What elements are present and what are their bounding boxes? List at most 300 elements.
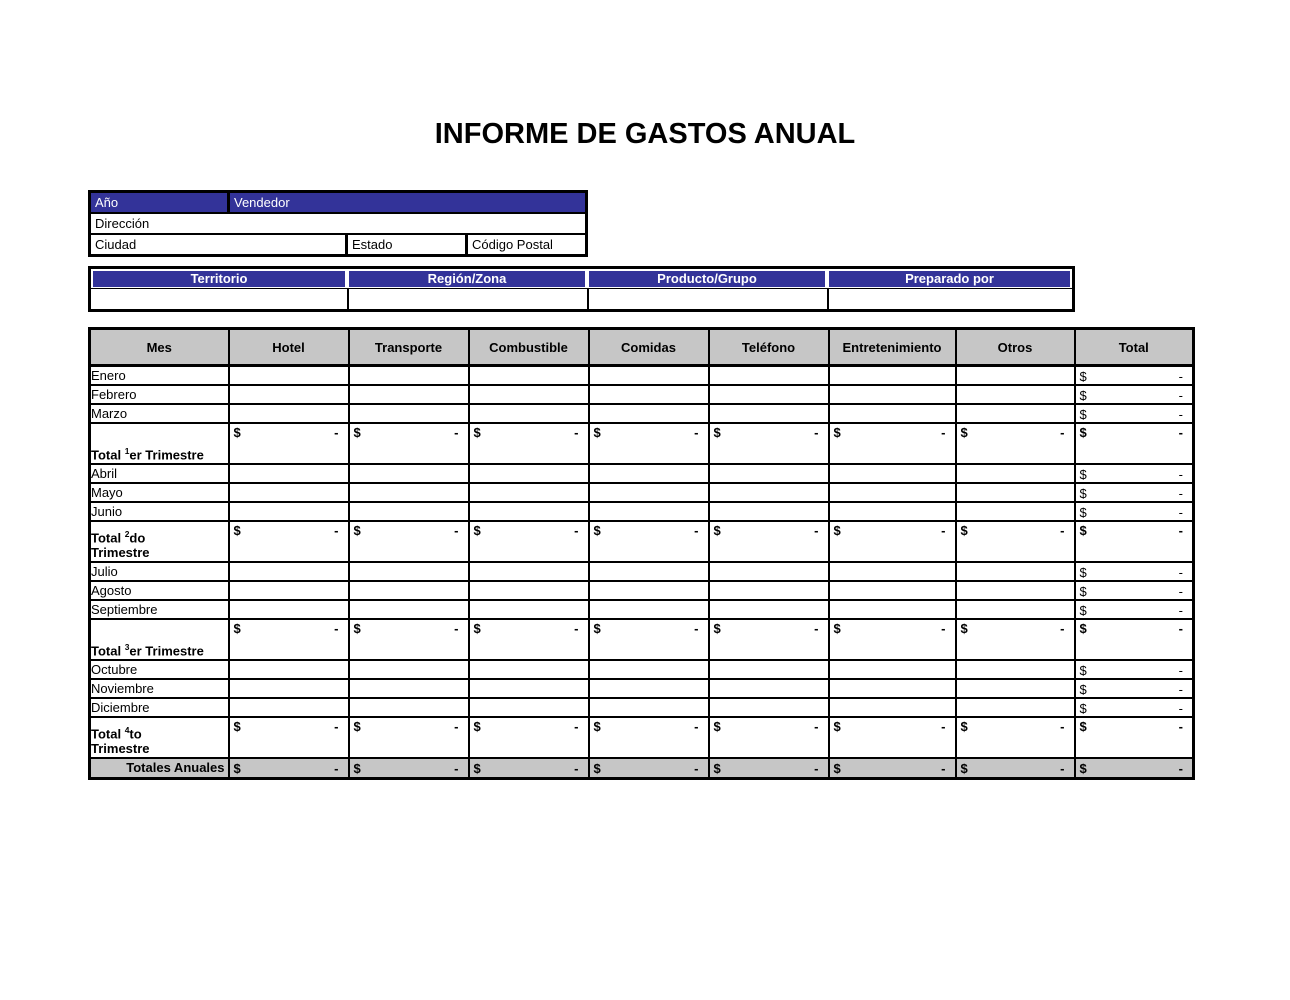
col-header-entretenimiento: Entretenimiento: [829, 329, 956, 366]
expense-amount-cell[interactable]: [469, 483, 589, 502]
quarter-label-line1: Total $^4$to: [91, 724, 142, 741]
currency-symbol: $: [833, 425, 841, 440]
expense-amount-cell[interactable]: [469, 366, 589, 386]
expense-amount-cell[interactable]: [589, 600, 709, 619]
expense-table-wrap: [88, 327, 1195, 780]
expense-amount-cell[interactable]: [349, 698, 469, 717]
currency-symbol: $: [833, 761, 841, 776]
expense-amount-cell[interactable]: [709, 562, 829, 581]
expense-amount-cell[interactable]: [229, 660, 349, 679]
col-header-comidas: Comidas: [589, 329, 709, 366]
amount-value: [710, 718, 828, 734]
quarter-label-line1: Total $^3$er Trimestre: [91, 641, 204, 658]
expense-amount-cell[interactable]: [349, 521, 469, 562]
expense-amount-cell[interactable]: [589, 483, 709, 502]
amount-value: [830, 620, 955, 636]
amount-value: [1076, 424, 1193, 440]
amount-value: [1076, 662, 1193, 678]
currency-symbol: $: [1079, 621, 1087, 636]
preparer-field[interactable]: [827, 289, 1072, 309]
col-header-combustible: Combustible: [469, 329, 589, 366]
currency-symbol: $: [1079, 602, 1087, 618]
amount-value: [590, 522, 708, 538]
expense-amount-cell[interactable]: [956, 660, 1075, 679]
total-amount-cell[interactable]: [1075, 679, 1194, 698]
state-field[interactable]: [348, 235, 465, 254]
year-field[interactable]: [91, 193, 227, 212]
expense-amount-cell[interactable]: [469, 758, 589, 779]
empty-amount-dash: -: [454, 621, 459, 636]
empty-amount-dash: -: [941, 621, 946, 636]
empty-amount-dash: -: [1178, 425, 1183, 440]
row-label: [90, 717, 229, 758]
empty-amount-dash: -: [334, 761, 339, 776]
expense-amount-cell[interactable]: [229, 562, 349, 581]
empty-amount-dash: -: [334, 621, 339, 636]
total-amount-cell[interactable]: [1075, 698, 1194, 717]
expense-amount-cell[interactable]: [469, 660, 589, 679]
month-row: [90, 404, 1194, 423]
amount-value: [470, 424, 588, 440]
empty-amount-dash: -: [574, 719, 579, 734]
expense-amount-cell[interactable]: [229, 521, 349, 562]
amount-value: [830, 760, 955, 776]
currency-symbol: $: [233, 621, 241, 636]
expense-amount-cell[interactable]: [349, 502, 469, 521]
expense-amount-cell[interactable]: [229, 758, 349, 779]
expense-amount-cell[interactable]: [349, 385, 469, 404]
col-header-telefono: Teléfono: [709, 329, 829, 366]
expense-amount-cell[interactable]: [709, 679, 829, 698]
col-header-otros: Otros: [956, 329, 1075, 366]
currency-symbol: $: [473, 425, 481, 440]
empty-amount-dash: -: [574, 621, 579, 636]
expense-amount-cell[interactable]: [469, 679, 589, 698]
expense-amount-cell[interactable]: [956, 464, 1075, 483]
currency-symbol: $: [713, 425, 721, 440]
expense-amount-cell[interactable]: [829, 366, 956, 386]
expense-amount-cell[interactable]: [229, 619, 349, 660]
empty-amount-dash: -: [454, 425, 459, 440]
expense-amount-cell[interactable]: [229, 366, 349, 386]
expense-amount-cell[interactable]: [349, 581, 469, 600]
amount-value: [1076, 387, 1193, 403]
quarter-total-row: [90, 717, 1194, 758]
currency-symbol: $: [593, 719, 601, 734]
territory-header: Territorio: [93, 271, 345, 287]
expense-amount-cell[interactable]: [589, 502, 709, 521]
currency-symbol: $: [473, 761, 481, 776]
empty-amount-dash: -: [1178, 466, 1183, 482]
meta-header-row: [91, 269, 1072, 289]
amount-value: [350, 760, 468, 776]
expense-table-body: [90, 366, 1194, 779]
expense-amount-cell[interactable]: [709, 660, 829, 679]
info-row-address: [91, 214, 585, 233]
currency-symbol: $: [713, 621, 721, 636]
currency-symbol: $: [1079, 700, 1087, 716]
expense-amount-cell[interactable]: [229, 600, 349, 619]
expense-amount-cell[interactable]: [469, 385, 589, 404]
month-row: [90, 464, 1194, 483]
currency-symbol: $: [1079, 662, 1087, 678]
expense-amount-cell[interactable]: [589, 385, 709, 404]
currency-symbol: $: [1079, 466, 1087, 482]
empty-amount-dash: -: [1178, 583, 1183, 599]
address-field[interactable]: [91, 214, 585, 233]
col-header-hotel: Hotel: [229, 329, 349, 366]
col-header-transporte: Transporte: [349, 329, 469, 366]
expense-amount-cell[interactable]: [956, 619, 1075, 660]
empty-amount-dash: -: [814, 425, 819, 440]
expense-amount-cell[interactable]: [956, 717, 1075, 758]
expense-amount-cell[interactable]: [829, 660, 956, 679]
amount-value: [710, 760, 828, 776]
currency-symbol: $: [1079, 425, 1087, 440]
amount-value: [590, 620, 708, 636]
month-row: [90, 385, 1194, 404]
expense-amount-cell[interactable]: [709, 483, 829, 502]
expense-amount-cell[interactable]: [829, 502, 956, 521]
row-label: Noviembre: [90, 679, 229, 698]
expense-amount-cell[interactable]: [829, 423, 956, 464]
vendor-field[interactable]: [230, 193, 585, 212]
expense-amount-cell[interactable]: [956, 404, 1075, 423]
report-title: INFORME DE GASTOS ANUAL: [434, 118, 856, 150]
expense-amount-cell[interactable]: [709, 464, 829, 483]
currency-symbol: $: [353, 761, 361, 776]
currency-symbol: $: [1079, 406, 1087, 422]
expense-amount-cell[interactable]: [956, 502, 1075, 521]
total-amount-cell[interactable]: [1075, 660, 1194, 679]
expense-amount-cell[interactable]: [829, 385, 956, 404]
total-amount-cell[interactable]: [1075, 581, 1194, 600]
empty-amount-dash: -: [334, 719, 339, 734]
empty-amount-dash: -: [1178, 504, 1183, 520]
expense-amount-cell[interactable]: [709, 600, 829, 619]
expense-amount-cell[interactable]: [589, 698, 709, 717]
empty-amount-dash: -: [574, 523, 579, 538]
expense-amount-cell[interactable]: [589, 366, 709, 386]
empty-amount-dash: -: [1060, 761, 1065, 776]
currency-symbol: $: [473, 621, 481, 636]
total-amount-cell[interactable]: [1075, 464, 1194, 483]
expense-amount-cell[interactable]: [349, 717, 469, 758]
empty-amount-dash: -: [1178, 523, 1183, 538]
amount-value: [1076, 583, 1193, 599]
expense-amount-cell[interactable]: [469, 698, 589, 717]
empty-amount-dash: -: [814, 719, 819, 734]
amount-value: [230, 718, 348, 734]
info-block: [88, 190, 588, 257]
meta-values-row: [91, 289, 1072, 309]
expense-amount-cell[interactable]: [469, 502, 589, 521]
currency-symbol: $: [593, 523, 601, 538]
empty-amount-dash: -: [1178, 406, 1183, 422]
row-label: [90, 423, 229, 464]
amount-value: [350, 718, 468, 734]
expense-amount-cell[interactable]: [709, 423, 829, 464]
amount-value: [590, 424, 708, 440]
empty-amount-dash: -: [1178, 681, 1183, 697]
expense-amount-cell[interactable]: [469, 423, 589, 464]
currency-symbol: $: [233, 761, 241, 776]
amount-value: [957, 424, 1074, 440]
empty-amount-dash: -: [454, 719, 459, 734]
expense-amount-cell[interactable]: [829, 758, 956, 779]
month-row: [90, 483, 1194, 502]
expense-amount-cell[interactable]: [349, 404, 469, 423]
expense-amount-cell[interactable]: [829, 619, 956, 660]
currency-symbol: $: [713, 761, 721, 776]
total-amount-cell[interactable]: [1075, 385, 1194, 404]
expense-amount-cell[interactable]: [956, 483, 1075, 502]
expense-amount-cell[interactable]: [589, 758, 709, 779]
amount-value: [470, 522, 588, 538]
row-label: Octubre: [90, 660, 229, 679]
zip-field[interactable]: [468, 235, 585, 254]
expense-amount-cell[interactable]: [709, 502, 829, 521]
expense-amount-cell[interactable]: [829, 521, 956, 562]
expense-amount-cell[interactable]: [589, 581, 709, 600]
month-row: [90, 502, 1194, 521]
expense-amount-cell[interactable]: [709, 619, 829, 660]
expense-amount-cell[interactable]: [709, 404, 829, 423]
amount-value: [1076, 466, 1193, 482]
expense-amount-cell[interactable]: [349, 600, 469, 619]
total-amount-cell[interactable]: [1075, 366, 1194, 386]
expense-amount-cell[interactable]: [229, 717, 349, 758]
expense-amount-cell[interactable]: [589, 619, 709, 660]
amount-value: [1076, 485, 1193, 501]
expense-amount-cell[interactable]: [956, 758, 1075, 779]
empty-amount-dash: -: [1060, 621, 1065, 636]
currency-symbol: $: [1079, 523, 1087, 538]
state-label: Estado: [352, 237, 393, 252]
empty-amount-dash: -: [1060, 425, 1065, 440]
row-label: Totales Anuales: [90, 758, 229, 779]
expense-amount-cell[interactable]: [829, 464, 956, 483]
total-amount-cell[interactable]: [1075, 619, 1194, 660]
expense-amount-cell[interactable]: [589, 464, 709, 483]
expense-amount-cell[interactable]: [229, 698, 349, 717]
empty-amount-dash: -: [454, 523, 459, 538]
currency-symbol: $: [233, 425, 241, 440]
row-label: Febrero: [90, 385, 229, 404]
expense-amount-cell[interactable]: [956, 366, 1075, 386]
amount-value: [1076, 681, 1193, 697]
currency-symbol: $: [960, 523, 968, 538]
expense-amount-cell[interactable]: [349, 483, 469, 502]
expense-amount-cell[interactable]: [956, 423, 1075, 464]
meta-block: [88, 266, 1075, 312]
amount-value: [1076, 718, 1193, 734]
empty-amount-dash: -: [694, 621, 699, 636]
expense-amount-cell[interactable]: [589, 679, 709, 698]
expense-amount-cell[interactable]: [709, 581, 829, 600]
preparer-header: Preparado por: [829, 271, 1070, 287]
expense-amount-cell[interactable]: [829, 600, 956, 619]
expense-amount-cell[interactable]: [829, 562, 956, 581]
amount-value: [830, 718, 955, 734]
expense-amount-cell[interactable]: [589, 660, 709, 679]
total-amount-cell[interactable]: [1075, 483, 1194, 502]
expense-amount-cell[interactable]: [589, 423, 709, 464]
amount-value: [957, 620, 1074, 636]
empty-amount-dash: -: [814, 761, 819, 776]
expense-amount-cell[interactable]: [709, 366, 829, 386]
expense-amount-cell[interactable]: [956, 600, 1075, 619]
table-header-row: [90, 329, 1194, 366]
expense-amount-cell[interactable]: [229, 679, 349, 698]
expense-amount-cell[interactable]: [709, 385, 829, 404]
expense-amount-cell[interactable]: [589, 521, 709, 562]
empty-amount-dash: -: [941, 719, 946, 734]
total-amount-cell[interactable]: [1075, 404, 1194, 423]
expense-amount-cell[interactable]: [349, 464, 469, 483]
row-label: Mayo: [90, 483, 229, 502]
month-row: [90, 660, 1194, 679]
expense-amount-cell[interactable]: [349, 619, 469, 660]
expense-amount-cell[interactable]: [589, 404, 709, 423]
expense-amount-cell[interactable]: [469, 404, 589, 423]
amount-value: [1076, 760, 1193, 776]
empty-amount-dash: -: [1178, 700, 1183, 716]
empty-amount-dash: -: [574, 425, 579, 440]
city-field[interactable]: [91, 235, 345, 254]
total-amount-cell[interactable]: [1075, 717, 1194, 758]
expense-amount-cell[interactable]: [349, 679, 469, 698]
currency-symbol: $: [1079, 719, 1087, 734]
quarter-total-row: [90, 619, 1194, 660]
empty-amount-dash: -: [694, 523, 699, 538]
row-label: Marzo: [90, 404, 229, 423]
expense-amount-cell[interactable]: [469, 464, 589, 483]
currency-symbol: $: [473, 523, 481, 538]
expense-amount-cell[interactable]: [349, 758, 469, 779]
amount-value: [1076, 368, 1193, 384]
empty-amount-dash: -: [454, 761, 459, 776]
expense-amount-cell[interactable]: [956, 521, 1075, 562]
currency-symbol: $: [1079, 761, 1087, 776]
expense-amount-cell[interactable]: [469, 619, 589, 660]
region-field[interactable]: [347, 289, 587, 309]
expense-amount-cell[interactable]: [589, 717, 709, 758]
expense-amount-cell[interactable]: [469, 600, 589, 619]
expense-amount-cell[interactable]: [349, 660, 469, 679]
expense-amount-cell[interactable]: [829, 404, 956, 423]
expense-amount-cell[interactable]: [829, 698, 956, 717]
month-row: [90, 679, 1194, 698]
expense-amount-cell[interactable]: [229, 385, 349, 404]
expense-amount-cell[interactable]: [956, 562, 1075, 581]
product-header: Producto/Grupo: [589, 271, 825, 287]
total-amount-cell[interactable]: [1075, 423, 1194, 464]
amount-value: [1076, 564, 1193, 580]
empty-amount-dash: -: [941, 761, 946, 776]
empty-amount-dash: -: [1060, 523, 1065, 538]
expense-amount-cell[interactable]: [469, 717, 589, 758]
empty-amount-dash: -: [694, 761, 699, 776]
expense-amount-cell[interactable]: [709, 717, 829, 758]
row-label: Septiembre: [90, 600, 229, 619]
currency-symbol: $: [713, 719, 721, 734]
amount-value: [590, 718, 708, 734]
expense-amount-cell[interactable]: [709, 521, 829, 562]
amount-value: [1076, 602, 1193, 618]
amount-value: [830, 522, 955, 538]
expense-amount-cell[interactable]: [229, 502, 349, 521]
expense-amount-cell[interactable]: [829, 679, 956, 698]
total-amount-cell[interactable]: [1075, 521, 1194, 562]
expense-amount-cell[interactable]: [229, 464, 349, 483]
empty-amount-dash: -: [941, 425, 946, 440]
expense-amount-cell[interactable]: [229, 404, 349, 423]
expense-amount-cell[interactable]: [956, 679, 1075, 698]
expense-amount-cell[interactable]: [829, 581, 956, 600]
expense-amount-cell[interactable]: [229, 423, 349, 464]
product-field[interactable]: [587, 289, 827, 309]
amount-value: [1076, 700, 1193, 716]
row-label: [90, 521, 229, 562]
total-amount-cell[interactable]: [1075, 758, 1194, 779]
expense-amount-cell[interactable]: [229, 483, 349, 502]
quarter-label-line1: Total $^2$do: [91, 528, 146, 545]
expense-amount-cell[interactable]: [956, 385, 1075, 404]
currency-symbol: $: [960, 719, 968, 734]
expense-amount-cell[interactable]: [349, 366, 469, 386]
expense-amount-cell[interactable]: [709, 698, 829, 717]
amount-value: [1076, 620, 1193, 636]
amount-value: [957, 718, 1074, 734]
amount-value: [230, 522, 348, 538]
expense-amount-cell[interactable]: [469, 521, 589, 562]
empty-amount-dash: -: [1178, 368, 1183, 384]
expense-amount-cell[interactable]: [469, 581, 589, 600]
empty-amount-dash: -: [1178, 719, 1183, 734]
quarter-label-line2: Trimestre: [91, 545, 150, 560]
empty-amount-dash: -: [1178, 387, 1183, 403]
expense-amount-cell[interactable]: [229, 581, 349, 600]
expense-amount-cell[interactable]: [829, 483, 956, 502]
quarter-label-line1: Total $^1$er Trimestre: [91, 445, 204, 462]
amount-value: [1076, 406, 1193, 422]
expense-amount-cell[interactable]: [469, 562, 589, 581]
total-amount-cell[interactable]: [1075, 600, 1194, 619]
total-amount-cell[interactable]: [1075, 562, 1194, 581]
month-row: [90, 581, 1194, 600]
quarter-total-row: [90, 521, 1194, 562]
amount-value: [957, 760, 1074, 776]
amount-value: [230, 424, 348, 440]
empty-amount-dash: -: [694, 719, 699, 734]
row-label: Agosto: [90, 581, 229, 600]
expense-amount-cell[interactable]: [829, 717, 956, 758]
expense-amount-cell[interactable]: [956, 581, 1075, 600]
region-header: Región/Zona: [349, 271, 585, 287]
expense-amount-cell[interactable]: [709, 758, 829, 779]
expense-amount-cell[interactable]: [349, 423, 469, 464]
territory-field[interactable]: [91, 289, 347, 309]
total-amount-cell[interactable]: [1075, 502, 1194, 521]
expense-amount-cell[interactable]: [589, 562, 709, 581]
currency-symbol: $: [593, 621, 601, 636]
currency-symbol: $: [1079, 368, 1087, 384]
col-header-mes: Mes: [90, 329, 229, 366]
amount-value: [830, 424, 955, 440]
expense-amount-cell[interactable]: [349, 562, 469, 581]
expense-amount-cell[interactable]: [956, 698, 1075, 717]
